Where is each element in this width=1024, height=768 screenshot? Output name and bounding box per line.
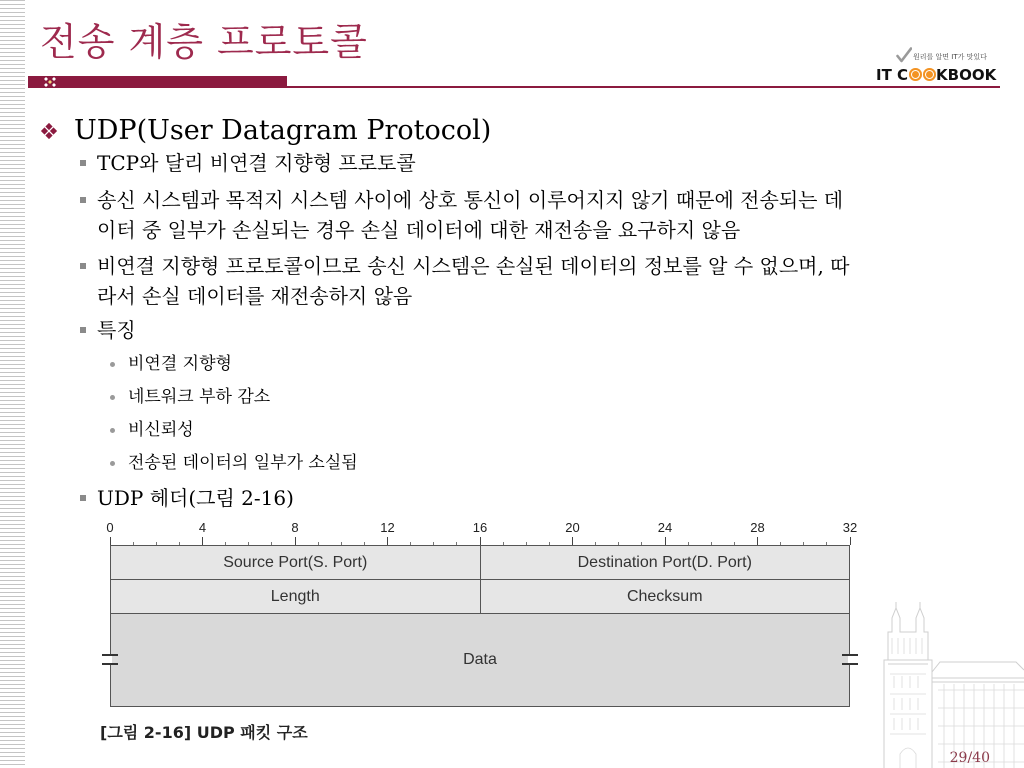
bullet-text-line: 비연결 지향형 프로토콜이므로 송신 시스템은 손실된 데이터의 정보를 알 수 없으며, 따 bbox=[97, 254, 850, 278]
bit-label: 20 bbox=[565, 520, 580, 535]
sub-bullet-item bbox=[108, 416, 194, 444]
field-destination-port: Destination Port(D. Port) bbox=[480, 546, 850, 579]
sub-bullet-text: 네트워크 부하 감소 bbox=[128, 387, 271, 407]
bit-label: 0 bbox=[106, 520, 114, 535]
bit-scale bbox=[106, 520, 858, 536]
dot-bullet-icon bbox=[110, 395, 115, 400]
sub-bullet-item bbox=[108, 449, 358, 477]
four-diamond-bullet-icon bbox=[40, 122, 58, 140]
dot-bullet-icon bbox=[110, 428, 115, 433]
packet-row-data bbox=[111, 614, 849, 706]
logo-wordmark bbox=[876, 65, 996, 85]
break-mark-right bbox=[842, 654, 858, 665]
udp-header-figure bbox=[106, 518, 858, 708]
break-gap bbox=[108, 656, 112, 663]
field-source-port: Source Port(S. Port) bbox=[223, 553, 368, 571]
dot-bullet-icon bbox=[110, 362, 115, 367]
diamond-cluster bbox=[41, 123, 57, 139]
left-stripe-decoration bbox=[0, 0, 25, 768]
bit-label: 32 bbox=[842, 520, 858, 535]
bit-label: 16 bbox=[472, 520, 488, 535]
bit-label: 8 bbox=[291, 520, 299, 535]
field-length: Length bbox=[270, 587, 320, 605]
bullet-text-line: 송신 시스템과 목적지 시스템 사이에 상호 통신이 이루어지지 않기 때문에 전송되는 데 bbox=[97, 188, 844, 212]
bullet-text-line: 이터 중 일부가 손실되는 경우 손실 데이터에 대한 재전송을 요구하지 않음 bbox=[97, 218, 741, 242]
udp-packet-diagram bbox=[110, 545, 850, 707]
field-checksum: Checksum bbox=[480, 580, 850, 613]
logo-tagline: 원리를 알면 IT가 맛있다 bbox=[913, 53, 987, 61]
ruler-tick-major bbox=[110, 537, 111, 545]
logo-wordmark-prefix: IT C bbox=[876, 66, 909, 84]
checkmark-stroke bbox=[898, 49, 912, 62]
square-bullet-icon bbox=[80, 495, 86, 501]
bullet-item-no-retransmission bbox=[78, 251, 850, 311]
square-bullet-icon bbox=[80, 263, 86, 269]
dot-bullet-icon bbox=[110, 461, 115, 466]
title-ornament-icon bbox=[42, 76, 58, 88]
bullet-text-line: UDP 헤더(그림 2-16) bbox=[97, 486, 294, 510]
bit-label: 24 bbox=[657, 520, 673, 535]
logo-wordmark-suffix: KBOOK bbox=[936, 66, 997, 84]
it-cookbook-logo bbox=[872, 44, 1002, 86]
sub-bullet-text: 전송된 데이터의 일부가 소실됨 bbox=[128, 453, 358, 473]
sub-bullet-item bbox=[108, 350, 232, 378]
page-number: 29/40 bbox=[949, 750, 990, 766]
main-bullet-text: UDP(User Datagram Protocol) bbox=[74, 115, 492, 146]
title-underline-bar bbox=[28, 76, 287, 88]
bullet-text-line: TCP와 달리 비연결 지향형 프로토콜 bbox=[97, 151, 416, 175]
bullet-text-line: 라서 손실 데이터를 재전송하지 않음 bbox=[97, 284, 413, 308]
title-rule-line bbox=[287, 86, 1000, 88]
field-data: Data bbox=[463, 651, 497, 668]
bullet-item-features bbox=[78, 315, 358, 473]
break-gap bbox=[848, 656, 852, 663]
figure-caption: [그림 2-16] UDP 패킷 구조 bbox=[100, 723, 308, 742]
bit-label: 28 bbox=[750, 520, 765, 535]
ruler-tick-major bbox=[757, 537, 758, 545]
ornament-center bbox=[48, 80, 52, 84]
building-sketch-icon bbox=[878, 598, 1024, 768]
ruler-tick-major bbox=[295, 537, 296, 545]
bit-label: 4 bbox=[198, 520, 207, 535]
ruler-tick-major bbox=[572, 537, 573, 545]
square-bullet-icon bbox=[80, 327, 86, 333]
sub-bullet-text: 비연결 지향형 bbox=[128, 354, 232, 374]
square-bullet-icon bbox=[80, 197, 86, 203]
checkmark-icon bbox=[896, 47, 912, 63]
ruler-tick-major bbox=[202, 537, 203, 545]
sub-bullet-item bbox=[108, 383, 270, 411]
square-bullet-icon bbox=[80, 160, 86, 166]
logo-orange-circle-icon bbox=[909, 68, 922, 81]
sub-bullet-text: 비신뢰성 bbox=[128, 420, 194, 440]
ruler-tick-major bbox=[387, 537, 388, 545]
bit-label: 12 bbox=[380, 520, 395, 535]
packet-row-ports bbox=[111, 546, 849, 580]
packet-row-length-checksum bbox=[111, 580, 849, 614]
ruler-tick-major bbox=[480, 537, 481, 545]
bit-ruler bbox=[110, 537, 850, 545]
bullet-item-udp-header bbox=[78, 483, 294, 513]
bullet-item-no-retransmission-request bbox=[78, 185, 843, 245]
bullet-item-connectionless bbox=[78, 148, 416, 178]
break-mark-left bbox=[102, 654, 118, 665]
logo-orange-circle-icon bbox=[923, 68, 936, 81]
slide-title: 전송 계층 프로토콜 bbox=[40, 20, 368, 64]
ruler-tick-major bbox=[665, 537, 666, 545]
bullet-text-line: 특징 bbox=[97, 318, 136, 342]
ruler-tick-major bbox=[850, 537, 851, 545]
